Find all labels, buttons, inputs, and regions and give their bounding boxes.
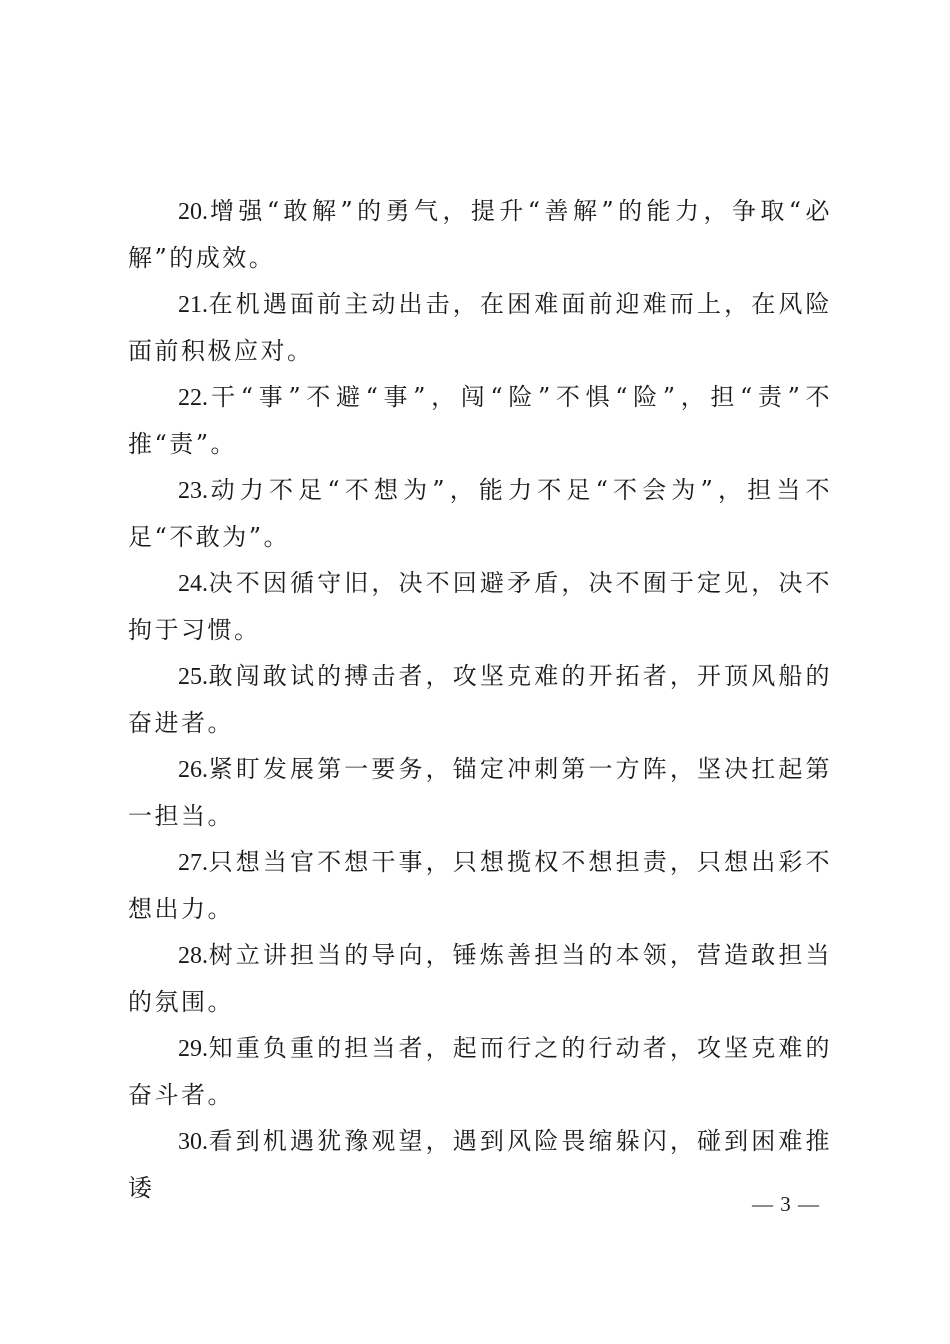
list-item [128,653,832,746]
item-text: 看到机遇犹豫观望，遇到风险畏缩躲闪，碰到困难推诿 [128,1127,832,1202]
item-number: 29. [178,1036,208,1062]
item-number: 23. [178,478,208,504]
list-item [128,932,832,1025]
item-text: 树立讲担当的导向，锤炼善担当的本领，营造敢担当的氛围。 [128,941,832,1016]
page-number: — 3 — [752,1192,820,1216]
item-number: 21. [178,292,208,318]
item-number: 30. [178,1129,208,1155]
item-number: 25. [178,664,208,690]
item-text: 紧盯发展第一要务，锚定冲刺第一方阵，坚决扛起第一担当。 [128,755,832,830]
item-text: 增强“敢解”的勇气，提升“善解”的能力，争取“必解”的成效。 [128,197,832,272]
item-number: 28. [178,943,208,969]
item-text: 知重负重的担当者，起而行之的行动者，攻坚克难的奋斗者。 [128,1034,832,1109]
list-item [128,839,832,932]
item-number: 24. [178,571,208,597]
item-number: 27. [178,850,208,876]
item-number: 22. [178,385,208,411]
item-text: 决不因循守旧，决不回避矛盾，决不囿于定见，决不拘于习惯。 [128,569,832,644]
list-item [128,467,832,560]
list-item [128,281,832,374]
item-text: 动力不足“不想为”，能力不足“不会为”，担当不足“不敢为”。 [128,476,832,551]
item-number: 26. [178,757,208,783]
document-body [128,188,832,1211]
item-text: 干“事”不避“事”，闯“险”不惧“险”，担“责”不推“责”。 [128,383,832,458]
list-item [128,1025,832,1118]
item-text: 只想当官不想干事，只想揽权不想担责，只想出彩不想出力。 [128,848,832,923]
list-item [128,746,832,839]
list-item [128,374,832,467]
item-text: 敢闯敢试的搏击者，攻坚克难的开拓者，开顶风船的奋进者。 [128,662,832,737]
list-item [128,1118,832,1211]
list-item [128,188,832,281]
item-text: 在机遇面前主动出击，在困难面前迎难而上，在风险面前积极应对。 [128,290,832,365]
item-number: 20. [178,199,208,225]
list-item [128,560,832,653]
